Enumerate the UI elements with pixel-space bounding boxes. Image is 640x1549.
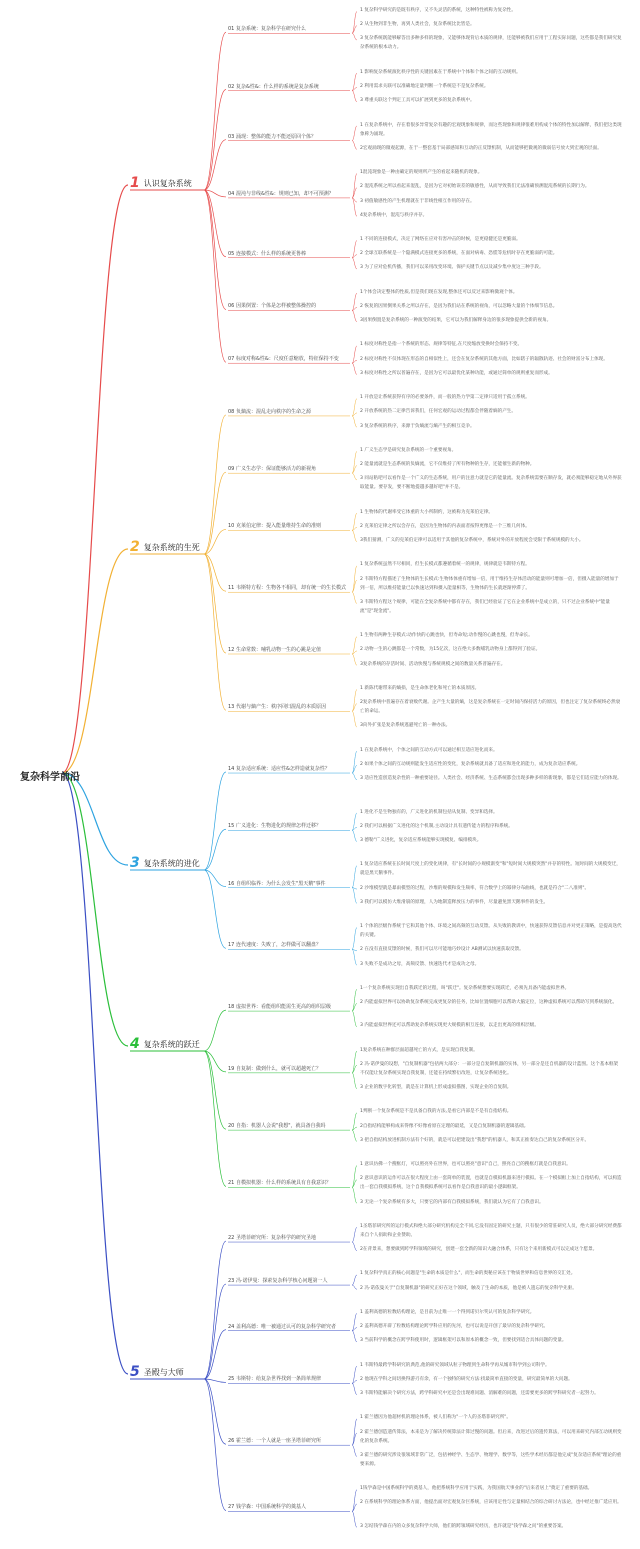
leaf-note[interactable]: 1 复杂系统虽然不尽相同，但生长模式都遵循着统一的规律，规律就是韦斯特方程。 [360, 562, 530, 568]
branch-number: 4 [130, 1036, 140, 1052]
leaf-note[interactable]: 2 冯·诺依曼关于"自复制机器"的研究正好在这个领域，触及了生命的本质，他是被人遗忘的复杂科学先驱。 [360, 1285, 577, 1291]
leaf-note[interactable]: 1 复杂科学研究的是既有秩序，又不失灵活的系统，这种特性被称为复杂性。 [360, 8, 516, 13]
leaf-note[interactable]: 1钱学森是中国系统科学的奠基人，他把系统科学应用于实践，为我国航天事业的"后来者居上"奠定了重要的基础。 [360, 1486, 593, 1492]
leaf-note[interactable]: 1 进化不是生物独有的，广义进化的机制包括从复制、变异和选择。 [360, 809, 498, 815]
leaf-note[interactable]: 2复杂系统中普遍存在着衰败代谢。企产生大量的熵，这是复杂系统在一定时间内保持活力的原因，但也注定了复杂系统终必然衰亡的命运。 [360, 700, 621, 715]
leaf-note[interactable]: 2 开放系统的热二定律告诉我们，任何宏观的运动过程都会伴随着熵的产生。 [360, 409, 516, 415]
leaf-note[interactable]: 2 从生物到非生物，再到人类社会，复杂系统比比皆是。 [360, 22, 475, 28]
leaf-note[interactable]: 3 德勒"广义进化，复杂适应系统能够实现模复、编排模块。 [360, 837, 482, 843]
leaf-note[interactable]: 3 标度对称性之所以普遍存在，是因为它可以最优化某种功能，或通过简单的规则重复而形成。 [360, 370, 553, 376]
subtopic[interactable]: 02 复杂&性&：什么样的系统是复杂系统 [228, 83, 319, 90]
leaf-note[interactable]: 1 生物有两种生存模式:动作快的心跳也快，但寿命短;动作慢的心跳也慢，但寿命长。 [360, 633, 533, 639]
leaf-note[interactable]: 1混沌现象是一种由确定的规则所产生的看起来随机的现象。 [360, 170, 483, 176]
subtopic[interactable]: 22 圣塔菲研究所：复杂科学的研究圣地 [228, 1235, 316, 1242]
leaf-note[interactable]: 3 把自指结构放进机制方法有个好的，就是可以把建设出"我想"的机器人，和其正推奏达自己的复杂系统区分开。 [360, 1137, 590, 1143]
leaf-note[interactable]: 3向外扩张是复杂系统逃避死亡的一种办法。 [360, 723, 451, 729]
leaf-note[interactable]: 1 标度对称性是指一个系统的形态、规律等特征,在尺度缩放变换时会保持不变。 [360, 342, 523, 348]
branch-number: 5 [130, 1364, 140, 1380]
leaf-note[interactable]: 3复杂系统的存活时间、活动快慢与系统规模之间的数量关系普遍存在。 [360, 661, 506, 667]
leaf-note[interactable]: 1 复杂科学真正的核心问题是"生命的本质是什么"，而生命的奥秘应该在于物质世界和信息世界的交汇处。 [360, 1271, 576, 1277]
subtopic[interactable]: 09 广义生态学：保证能够活力的新视角 [228, 466, 316, 473]
leaf-note[interactable]: 3 无论一个复杂系统有多大，只要它的内部有自我模拟系统，我们就认为它有了自我意识。 [360, 1199, 544, 1205]
leaf-note[interactable]: 2 全球互联系统是一个隐满模式连接更多的系统，在面对病毒、恐慌等危机时存在更脆弱的可能。 [360, 251, 558, 257]
leaf-note[interactable]: 2自指结构能够构成来得像不好像看原在定理的最延，又是自复制机器的逻辑基础。 [360, 1123, 529, 1129]
leaf-note[interactable]: 3 企业的数字化转型，就是在计算机上形成虚拟描图，实现企业的自复制。 [360, 1085, 512, 1091]
leaf-note[interactable]: 1一个复杂系统实现出自我跃迁的过程，叫"跃迁"。复杂系统想要实现跃迁，必须先具备内能虚拟世界。 [360, 985, 570, 991]
leaf-note[interactable]: 1 盖利高德的粒数结构理论，是目前为止唯一一个得到诺贝尔奖认可的复杂科学研究。 [360, 1309, 535, 1315]
leaf-note[interactable]: 1 个体的层级作系统于它和其他个体、环境之间高频的互动反馈。从失败的教训中，快速获得反馈信息并对更正策略，是提高迭代的关键。 [360, 924, 622, 939]
leaf-note[interactable]: 2 冯·诺伊曼的设想，"自复制机器"包括两大部分：一部分是自复制机器的实体，另一部分是还自机器的设计蓝图。这个基本框架不仅能让复杂系统实现自我复制，还能在持续繁衍改进，让复杂系统进化。 [360, 1061, 619, 1076]
leaf-note[interactable]: 2 霍兰德创造遗传算法，本来是为了解决传统算法计算过慢的问题。但后来，改进过后的遗传算法，可以用来研究内部互动规则变化的复杂系统。 [360, 1429, 622, 1444]
subtopic[interactable]: 03 涌现：整体的能力不能还原回个体？ [228, 133, 316, 140]
leaf-note[interactable]: 2 利用需求关联可以准确地定量判断一个系统是不是复杂系统。 [360, 84, 489, 89]
subtopic[interactable]: 18 虚拟世界：看能组织能需生更高的组织层级 [228, 1004, 331, 1011]
leaf-note[interactable]: 3 初值敏感性的产生机理就在于非线性相互作用的存在。 [360, 198, 475, 204]
subtopic[interactable]: 07 标度对称&性&：尺度任意缩放，特征保持不变 [228, 356, 339, 363]
subtopic[interactable]: 15 广义进化：生物进化的规律怎样迁移？ [228, 823, 321, 830]
leaf-note[interactable]: 1 不同的连接模式，决定了网络在应对有害冲击的时候，是更稳健还是更脆弱。 [360, 237, 521, 242]
leaf-note[interactable]: 1 意识仿佛一个搜框灯，可以照亮外在世界，也可以照亮"意识"自己，照亮自己的搜框灯就是自我意识。 [360, 1162, 571, 1168]
subtopic[interactable]: 08 负熵流：混乱走向秩序的生命之源 [228, 408, 311, 415]
leaf-note[interactable]: 1复杂系统在种群层面超越死亡的方式，是实现自我复制。 [360, 1047, 478, 1053]
leaf-note[interactable]: 3 为了应对危机传播，我们可以采用改变环境、保护关键节点以及减少集中度这三种手段。 [360, 265, 544, 271]
leaf-note[interactable]: 3 内能虚拟世界还可以帮助复杂系统实现更大规模的相互连接，以走出更高的组织层级。 [360, 1023, 539, 1029]
leaf-note[interactable]: 2 在系统科学的理论体系方面，他提出面对宏观复杂巨系统，应该用定性与定量相结合的综合研讨方法论，也中经过推广延应用。 [360, 1500, 622, 1506]
leaf-note[interactable]: 3 霍兰德的研究涉及很领域非常广泛，包括神经学、生态学、物理学、数学等，这些学术经历都是他完成"复杂适应系统"理论的重要来源。 [360, 1452, 622, 1467]
branch-topic[interactable] [130, 1364, 184, 1380]
leaf-note[interactable]: 2 克莱伯定律之所以会存在，是因为生物体的内表面者按得更像是一个三维几何体。 [360, 523, 530, 529]
subtopic[interactable]: 12 生命常数：哺乳动物一生的心跳是定值 [228, 647, 321, 653]
branch-number: 3 [130, 855, 140, 871]
leaf-note[interactable]: 3因果倒置是复杂系统的一种演变的结果，它可以为我们解释身边的很多现象提供全新的视角。 [360, 318, 552, 324]
leaf-note[interactable]: 2 混沌系统之所以看起来混乱，是因为它对初始误差的敏感性，从而导致我们无法准确预测混沌系统的长期行为。 [360, 184, 590, 190]
subtopic[interactable]: 24 盖利高德：唯一被通过认可的复杂科学研究者 [228, 1323, 336, 1330]
subtopic[interactable]: 13 代谢与熵产生：秩序回归混乱的本质原因 [228, 704, 326, 711]
subtopic[interactable]: 01 复杂系统：复杂科学在研究什么 [228, 26, 306, 33]
subtopic[interactable]: 21 自模拟机器：什么样的系统具有自我意识？ [228, 1180, 331, 1187]
subtopic[interactable]: 11 韦斯特方程：生物各不相同，却有统一的生长模式 [228, 585, 346, 592]
root-topic[interactable]: 复杂科学前沿 [20, 772, 80, 783]
leaf-note[interactable]: 3 韦斯特能解决个研究方法，跨学科研究中还是会出现难问题、消解难的问题，还需要更多的跨学科研究者一起努力。 [360, 1391, 599, 1397]
leaf-note[interactable]: 1个体会决定整体的性质,但是我们现在发现,整体还可以反过来影响微观个体。 [360, 289, 518, 295]
branch-label: 圣殿与大师 [143, 1367, 184, 1377]
leaf-note[interactable]: 1 韦斯特最跨学科研究的典范,他的研究领域从粒子物理到生命科学再从城市科学到公司科学。 [360, 1362, 550, 1368]
subtopic[interactable]: 27 钱学森：中国系统科学的奠基人 [228, 1504, 306, 1511]
branch-topic[interactable] [130, 1036, 200, 1052]
leaf-note[interactable]: 2宏观涌现的微观起源，在于一整套基于局部感知和互动的正反馈机制，从而能够把微观的微弱信号放大到宏观的层面。 [360, 145, 602, 151]
leaf-note[interactable]: 2 意识意识的运作可以在很大程度上由一套简单的装置，也就是自模拟机器来进行模拟。在一个模拟框上加上自指结构，可以构造出一套自我模拟系统，这个自我模拟系统可以看作是自我意识的最小逻辑框架。 [360, 1176, 622, 1191]
leaf-note[interactable]: 2 沙堆模型就是暴雨模型的过程，沙堆的规模和发生频率，符合数学上的幂律分布曲线，也就是符合"二八准则"。 [360, 885, 590, 891]
leaf-note[interactable]: 3 我们可以模仿大堆滑崩的原理，人为地制造释放压力的事件，尽量避免黑天鹅事件的发生。 [360, 899, 549, 905]
leaf-note[interactable]: 3 当前科学的概念在跨学科使用时，逻辑框架可以和原本的概念一致，但要找到适合具体问题的变量。 [360, 1338, 567, 1344]
leaf-note[interactable]: 2 盖利高德开辟了粒数结构理论跨学科应用的先河，也可以说是开创了最早的复杂科学研究。 [360, 1324, 549, 1330]
leaf-note[interactable]: 1 影响复杂系统演化秩序性的关键因素在于系统中个体和个体之间的互动规则。 [360, 69, 521, 75]
branch-label: 复杂系统的生死 [143, 542, 200, 552]
leaf-note[interactable]: 3 同站粘吧可以看作是一个广义的生态系统，用户的注意力就是它的能量流。复杂系统需要在顺存发，就必须能够稳定地从外界获取能量。要存发，要不断地提越多越好吧"并不是。 [360, 476, 622, 491]
leaf-note[interactable]: 1 开放是让系统获得有序的必要条件，而一般的热力学第二定律只适用于孤立系统。 [360, 395, 530, 401]
leaf-note[interactable]: 4复杂系统中，混沌与秩序并存。 [360, 212, 428, 218]
subtopic[interactable]: 19 自复制：做到什么，就可以超越死亡？ [228, 1065, 321, 1072]
subtopic[interactable]: 20 自指：机器人会说"我想"，就具备自我吗 [228, 1123, 326, 1130]
subtopic[interactable]: 06 因果倒置：个体是怎样被整体操控的 [228, 303, 316, 310]
leaf-note[interactable]: 1 复杂适应系统在长时间尺度上的变化规律，有"长时间的小规模渐变"和"短时间大规模突然"并存的特性。短时间的大规模变迁，就是黑天鹅事件。 [360, 862, 621, 877]
subtopic[interactable]: 23 冯·诺伊曼：探索复杂科学核心问题第一人 [228, 1278, 328, 1285]
leaf-note[interactable]: 3 失败不是成功之母，高频反馈、快速迭代才是成功之母。 [360, 961, 480, 967]
leaf-note[interactable]: 1 生物体的代谢率受它体重的大小所制约，这被称为克莱伯定律。 [360, 509, 494, 515]
leaf-note[interactable]: 1 在复杂系统中，存在着很多异常复杂有趣的宏观现象和规律，而这些现象和规律很难用构成个体的特性加以解释，我们把这类现象称为涌现。 [360, 122, 622, 137]
leaf-note[interactable]: 1 霍兰德因为他超材机的理论体系，被人们称为"一个人的圣塔菲研究所"。 [360, 1415, 512, 1421]
leaf-note[interactable]: 2 恢复的因果倒果关系之所以存在，是因为我们站在系统的视角，可以忽略大量的个体细节信息。 [360, 303, 558, 309]
leaf-note[interactable]: 2在背景来，想要做到跨学科领域的研究，创建一套全新的知识大融合体系，只有这个来用新模式可以完成这个愿景。 [360, 1247, 598, 1253]
leaf-note[interactable]: 1圣塔菲研究所的运行模式和绝大部分研究机构完全不同,它没有固定的研究主题，只有很少的常驻研究人员，绝大部分研究经费都来自个人捐助和企业赞助。 [360, 1223, 622, 1238]
branch-number: 1 [130, 175, 140, 191]
subtopic[interactable]: 25 韦斯特：给复杂世界找到一条简单规律 [228, 1376, 321, 1383]
leaf-note[interactable]: 2 标度对称性不仅体现在形态的自相似性上，还会在复杂系统的其他方面，比如辖子的辐散轨迹、社会的财富分布上体现。 [360, 356, 608, 362]
leaf-note[interactable]: 2 他现在学科之间切换得游刃有余，有一个独特的研究方法:找最简单直接的变量，研究最简单的大问题。 [360, 1376, 573, 1382]
branch-topic[interactable] [130, 539, 200, 555]
subtopic[interactable]: 10 克莱伯定律：提入能量维持生命的准则 [228, 523, 321, 530]
branch-label: 复杂系统的进化 [143, 858, 200, 868]
leaf-note[interactable]: 2 如果个体之间的互动规则能发生适应性的变化，复杂系统就具备了适应和进化的能力，成为复杂适应系统。 [360, 761, 581, 767]
leaf-note[interactable]: 1 新陈代谢带来的熵损，是生命体老化和死亡的本质原因。 [360, 685, 480, 691]
leaf-note[interactable]: 2 内能虚拟世界可以协助复杂系统完成更复杂的任务，比如位置细胞可以帮助大脑定位，这种虚拟系统可以帮助写到系统演化。 [360, 1000, 618, 1006]
leaf-note[interactable]: 2 我们可以根据广义进化的这个机制,主动设计具有遗传能力的程序和系统。 [360, 823, 513, 829]
leaf-note[interactable]: 1 广义生态学是研究复杂系统的一个重要视角。 [360, 447, 457, 453]
branch-topic[interactable] [130, 175, 192, 191]
leaf-note[interactable]: 3 韦斯特方程这个规律，可能在全复杂系统中都有存在，我们已经验证了它在企业系统中是成立的，只不过企业系统中"能量流"是"现金流"。 [360, 599, 610, 614]
subtopic[interactable]: 16 自组织临界：为什么会发生"黑天鹅"事件 [228, 880, 326, 887]
subtopic[interactable]: 26 霍兰德：一个人就是一座圣塔菲研究所 [228, 1438, 321, 1445]
leaf-note[interactable]: 3 尊重关联这个判定工具可以扩展到更多的复杂系统中。 [360, 98, 475, 104]
leaf-note[interactable]: 3 怎结钱学森在内的众多复杂科学大师，他们的跨领域研究经历，也许就是"钱学森之问"的重要答案。 [360, 1523, 567, 1529]
leaf-note[interactable]: 2 韦斯特方程描述了生物体的生长模式:生物体体重有增加一倍，用于维持生存体活动的能量则可增加一倍，但摄入能量的增加于到一倍，所以维持能量已以快速达到和摄入能量相等，生物体的生长就逐渐停滞了。 [360, 576, 619, 591]
branch-label: 认识复杂系统 [143, 178, 192, 188]
leaf-note[interactable]: 3我们猜测，广义的克莱伯定律可以适用于其他的复杂系统中，系统对外的开放程度会受限于系统规模的大小。 [360, 538, 584, 544]
branch-number: 2 [130, 539, 140, 555]
leaf-note[interactable]: 3 复杂系统既能够解答出多种多样的现象，又能够体现背后本质的规律，还能够被我们应用于工程实际问题，这些都是我们研究复杂系统的根本动力。 [360, 36, 622, 51]
branch-topic[interactable] [130, 855, 200, 871]
leaf-note[interactable]: 2 在没有直接反馈的时候，我们可以尽可能地巧妙设计 AB测试以快速获取反馈。 [360, 947, 524, 953]
leaf-note[interactable]: 1判断一个复杂系统是不是具备自我的方法,是看它内部是不是有自指结构。 [360, 1109, 512, 1115]
subtopic[interactable]: 14 复杂适应系统：适应性&怎样造就复杂性？ [228, 766, 330, 773]
leaf-note[interactable]: 3 复杂系统的秩序，来源于负熵流与熵产生的相互竞争。 [360, 423, 475, 429]
subtopic[interactable]: 17 连代速度：失败了，怎样做可以翻盘？ [228, 942, 321, 949]
leaf-note[interactable]: 3 适应性造创造复杂性的一种重要途径。人类社会、经济系统、生态系统都会出现多种多样的新现象，都是它们适应能力的体现。 [360, 776, 622, 782]
branch-label: 复杂系统的跃迁 [143, 1039, 200, 1049]
leaf-note[interactable]: 2 动物一生的心跳都是一个常数，为15亿次，这在绝大多数哺乳动物身上都得到了验证。 [360, 647, 541, 653]
leaf-note[interactable]: 2 能量流就是生态系统的负熵流，它不仅维持了所有物种的生存，还能催生新的物种。 [360, 462, 535, 468]
leaf-note[interactable]: 1 在复杂系统中，个体之间的互动方式可以通过相互适应进化而来。 [360, 747, 498, 753]
subtopic[interactable]: 05 连接模式：什么样的系统更鲁棒 [228, 250, 306, 257]
subtopic[interactable]: 04 混沌与非线&性&：规则已知，却不可预测？ [228, 190, 334, 197]
